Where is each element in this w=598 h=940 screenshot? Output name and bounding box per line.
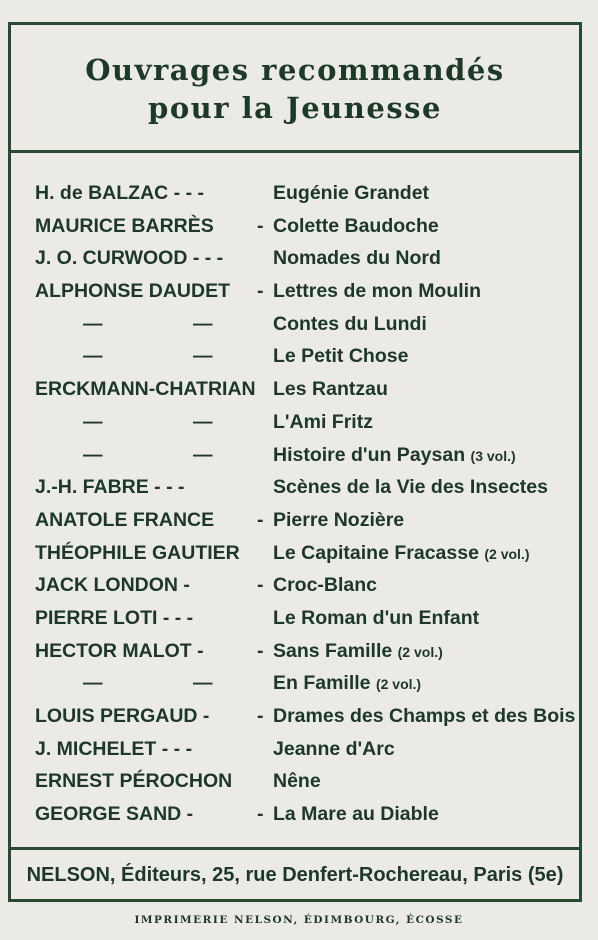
list-item — [31, 439, 581, 472]
ditto-mark: — — [193, 443, 213, 466]
work-title: Histoire d'un Paysan — [273, 443, 466, 466]
ditto-mark: — — [83, 345, 103, 368]
author-name: J. O. CURWOOD - - - — [35, 247, 224, 270]
separator-dash: - — [257, 574, 264, 597]
work-title: En Famille — [273, 672, 371, 695]
separator-dash: - — [257, 705, 264, 727]
ditto-mark: — — [193, 672, 213, 695]
list-item — [31, 667, 581, 700]
work-title-wrap — [273, 635, 443, 669]
list-item — [31, 340, 581, 373]
work-title-wrap — [273, 210, 439, 243]
list-item — [31, 406, 581, 439]
author-name: MAURICE BARRÈS — [35, 214, 214, 237]
work-title: L'Ami Fritz — [273, 410, 373, 433]
work-title-wrap — [273, 439, 516, 473]
work-title: Eugénie Grandet — [273, 182, 430, 204]
separator-dash: - — [257, 214, 264, 237]
author-name: ERNEST PÉROCHON — [35, 770, 233, 793]
separator-dash: - — [257, 280, 264, 303]
work-title: Lettres de mon Moulin — [273, 280, 482, 303]
work-title: Les Rantzau — [273, 378, 388, 401]
volume-count: (3 vol.) — [470, 447, 516, 464]
list-item — [31, 471, 581, 504]
work-title: Colette Baudoche — [273, 214, 439, 237]
author-name: HECTOR MALOT - — [35, 639, 204, 662]
volume-count: (2 vol.) — [375, 676, 422, 693]
work-title-wrap — [273, 242, 441, 275]
work-title-wrap — [273, 308, 427, 341]
work-title-wrap — [273, 177, 429, 210]
imprint-line: IMPRIMERIE NELSON, ÉDIMBOURG, ÉCOSSE — [134, 914, 464, 926]
work-title: La Mare au Diable — [273, 803, 439, 826]
ditto-mark: — — [83, 443, 103, 466]
ditto-mark: — — [193, 312, 213, 335]
list-item — [31, 700, 581, 733]
ditto-mark: — — [193, 410, 213, 433]
list-item — [31, 373, 581, 406]
list-item — [31, 504, 581, 537]
list-item — [31, 242, 581, 275]
title-line-2: pour la Jeunesse — [148, 91, 442, 125]
author-name: GEORGE SAND - — [35, 803, 194, 826]
list-item — [31, 177, 581, 210]
work-title: Nêne — [273, 770, 321, 793]
work-title-wrap — [273, 733, 395, 766]
work-title-wrap — [273, 765, 321, 798]
author-name: PIERRE LOTI - - - — [35, 606, 194, 629]
list-item — [31, 765, 581, 798]
work-title: Jeanne d'Arc — [273, 737, 395, 760]
work-title: Contes du Lundi — [273, 312, 427, 335]
list-item — [31, 275, 581, 308]
author-name: J.-H. FABRE - - - — [35, 476, 185, 499]
volume-count: (2 vol.) — [484, 545, 530, 562]
work-title-wrap — [273, 471, 548, 504]
author-name: THÉOPHILE GAUTIER — [35, 541, 240, 564]
separator-dash: - — [257, 508, 264, 531]
ditto-mark: — — [83, 672, 103, 695]
title-block — [11, 25, 579, 153]
work-title: Le Roman d'un Enfant — [273, 606, 480, 629]
list-item — [31, 733, 581, 766]
work-title-wrap — [273, 504, 404, 537]
list-item — [31, 308, 581, 341]
work-title: Drames des Champs et des Bois — [273, 705, 576, 727]
volume-count: (2 vol.) — [397, 643, 443, 660]
ditto-mark: — — [83, 312, 103, 335]
border-frame — [8, 22, 582, 902]
list-item — [31, 635, 581, 668]
work-title: Scènes de la Vie des Insectes — [273, 476, 548, 499]
title-line-1: Ouvrages recommandés — [85, 53, 505, 87]
list-item — [31, 210, 581, 243]
work-title: Nomades du Nord — [273, 247, 441, 270]
work-title-wrap — [273, 569, 377, 602]
work-title-wrap — [273, 373, 388, 406]
separator-dash: - — [257, 803, 264, 826]
separator-dash: - — [257, 639, 264, 662]
work-title: Le Capitaine Fracasse — [273, 541, 479, 564]
work-title: Le Petit Chose — [273, 345, 409, 368]
work-title-wrap — [273, 340, 408, 373]
author-name: ERCKMANN-CHATRIAN — [35, 378, 256, 401]
list-item — [31, 798, 581, 831]
author-name: H. de BALZAC - - - — [35, 182, 204, 204]
list-item — [31, 602, 581, 635]
work-title-wrap — [273, 406, 373, 439]
publisher-footer: NELSON, Éditeurs, 25, rue Denfert-Rochereau, Paris (5e) — [11, 847, 579, 899]
work-title-wrap — [273, 602, 479, 635]
work-title-wrap — [273, 700, 575, 733]
author-name: J. MICHELET - - - — [35, 737, 193, 760]
author-name: ALPHONSE DAUDET — [35, 280, 231, 303]
book-list — [31, 177, 581, 831]
work-title: Croc-Blanc — [273, 574, 378, 597]
work-title-wrap — [273, 798, 439, 831]
author-name: ANATOLE FRANCE — [35, 508, 215, 531]
work-title: Sans Famille — [273, 639, 393, 662]
work-title: Pierre Nozière — [273, 508, 405, 531]
ditto-mark: — — [193, 345, 213, 368]
ditto-mark: — — [83, 410, 103, 433]
work-title-wrap — [273, 667, 421, 701]
work-title-wrap — [273, 275, 481, 308]
author-name: JACK LONDON - — [35, 574, 190, 597]
author-name: LOUIS PERGAUD - — [35, 705, 210, 727]
list-item — [31, 569, 581, 602]
work-title-wrap — [273, 537, 529, 571]
list-item — [31, 537, 581, 570]
